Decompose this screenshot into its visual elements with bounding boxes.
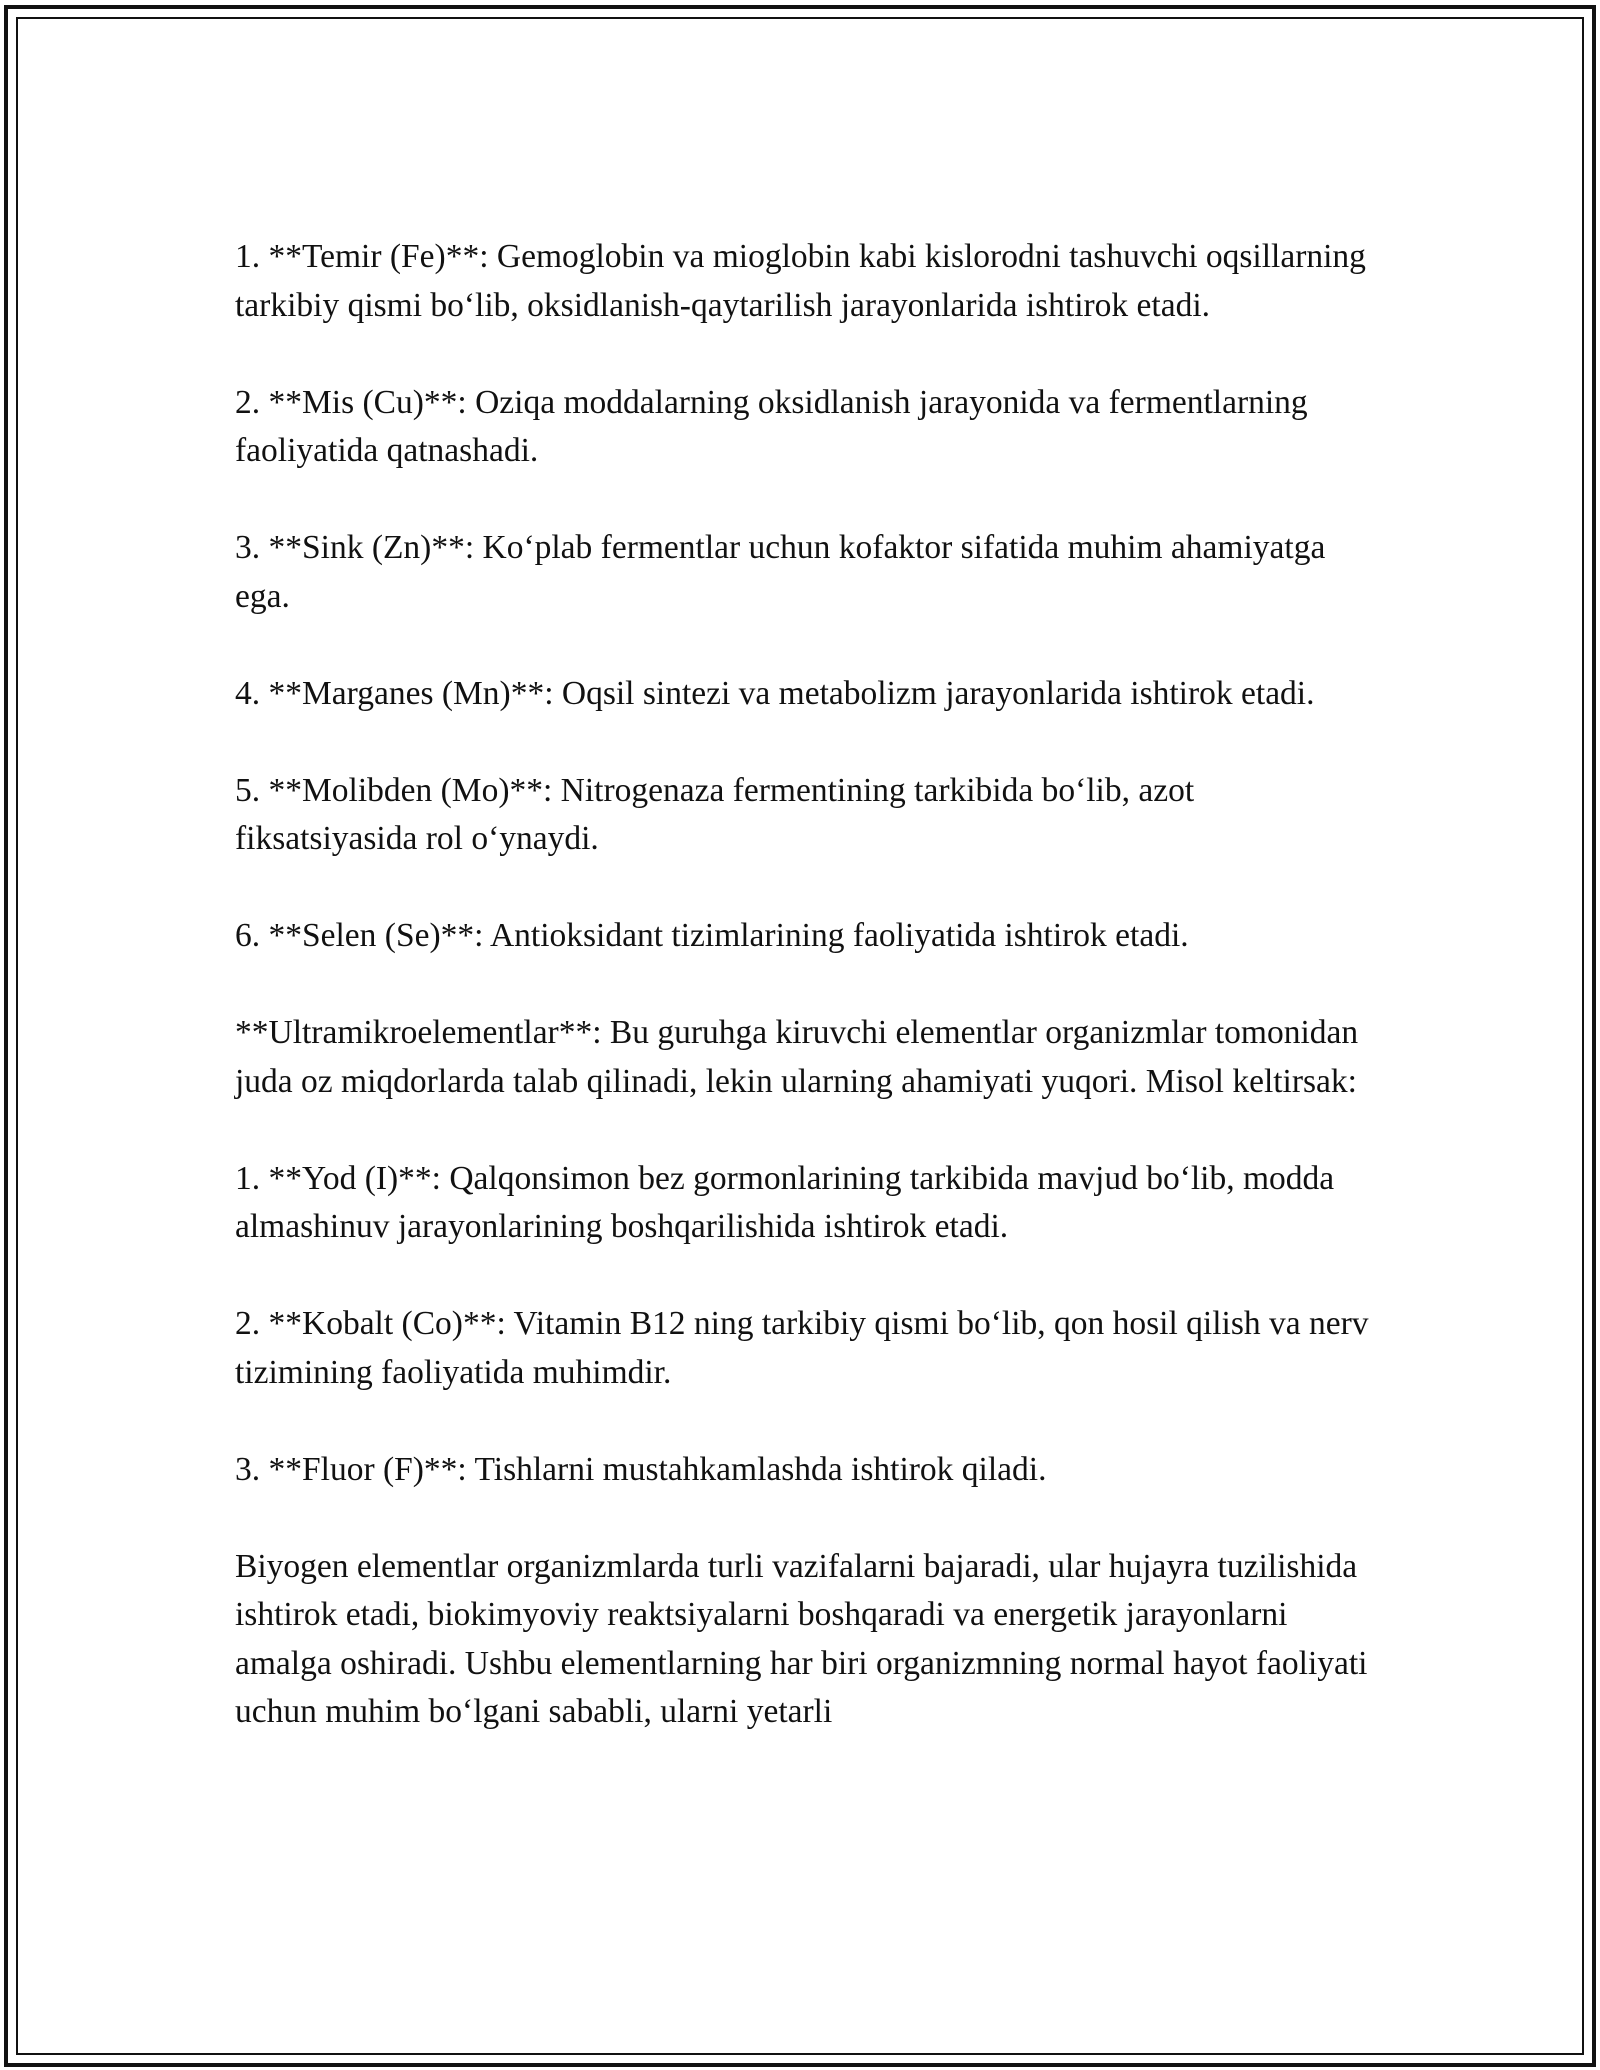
document-body [235,233,1375,1737]
paragraph-mis: 2. **Mis (Cu)**: Oziqa moddalarning oksidlanish jarayonida va fermentlarning faoliyatida qatnashadi. [235,383,1308,469]
paragraph-fluor: 3. **Fluor (F)**: Tishlarni mustahkamlashda ishtirok qiladi. [235,1450,1047,1488]
paragraph-biyogen-elementlar: Biyogen elementlar organizmlarda turli vazifalarni bajaradi, ular hujayra tuzilishida ishtirok etadi, biokimyoviy reaktsiyalarni boshqaradi va energetik jarayonlarni amalga oshiradi. Ushbu elementlarning har biri organizmning normal hayot faoliyati uchun muhim bo‘lgani sababli, ularni yetarli [235,1547,1368,1730]
paragraph-sink: 3. **Sink (Zn)**: Ko‘plab fermentlar uchun kofaktor sifatida muhim ahamiyatga ega. [235,529,1326,615]
paragraph-temir: 1. **Temir (Fe)**: Gemoglobin va mioglobin kabi kislorodni tashuvchi oqsillarning tarkibiy qismi bo‘lib, oksidlanish-qaytarilish jarayonlarida ishtirok etadi. [235,238,1366,324]
paragraph-ultramikroelementlar: **Ultramikroelementlar**: Bu guruhga kiruvchi elementlar organizmlar tomonidan juda oz miqdorlarda talab qilinadi, lekin ularning ahamiyati yuqori. Misol keltirsak: [235,1014,1359,1100]
paragraph-yod: 1. **Yod (I)**: Qalqonsimon bez gormonlarining tarkibida mavjud bo‘lib, modda almashinuv jarayonlarining boshqarilishida ishtirok etadi. [235,1159,1335,1245]
paragraph-selen: 6. **Selen (Se)**: Antioksidant tizimlarining faoliyatida ishtirok etadi. [235,917,1189,954]
paragraph-kobalt: 2. **Kobalt (Co)**: Vitamin B12 ning tarkibiy qismi bo‘lib, qon hosil qilish va nerv tizimining faoliyatida muhimdir. [235,1305,1369,1391]
paragraph-marganes: 4. **Marganes (Mn)**: Oqsil sintezi va metabolizm jarayonlarida ishtirok etadi. [235,674,1315,712]
paragraph-molibden: 5. **Molibden (Mo)**: Nitrogenaza fermentining tarkibida bo‘lib, azot fiksatsiyasida rol o‘ynaydi. [235,771,1195,857]
